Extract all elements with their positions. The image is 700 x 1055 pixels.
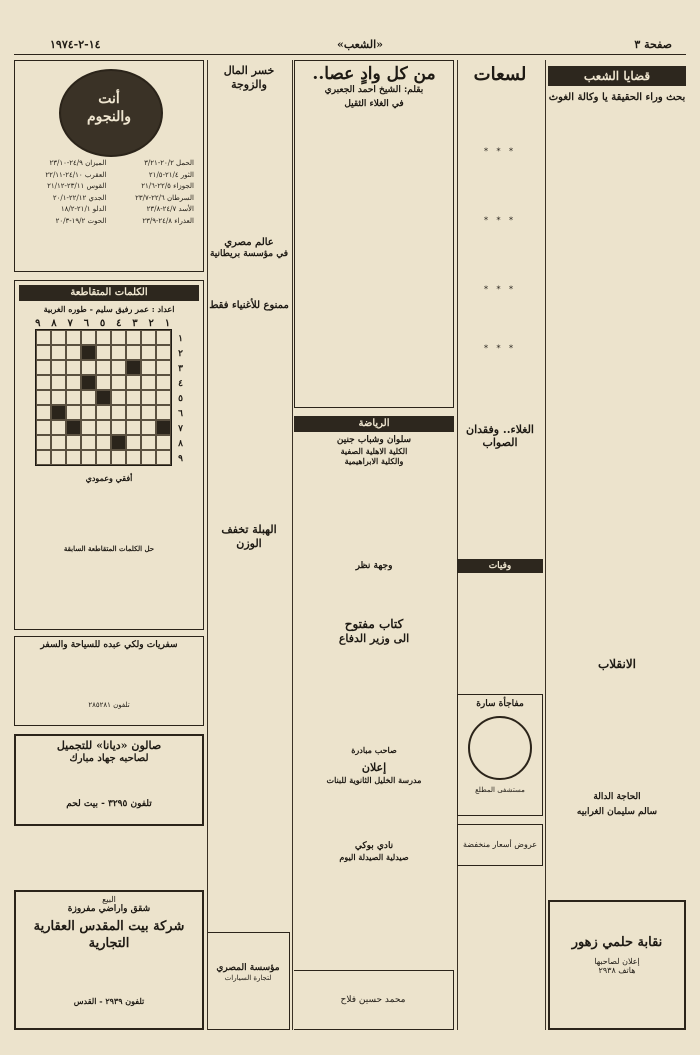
page-number: صفحة ٣ bbox=[634, 38, 672, 51]
book-signature: صاحب مبادرة bbox=[351, 745, 397, 756]
col4-bottom-ad bbox=[208, 932, 290, 1030]
crossword-number: ١ bbox=[178, 334, 183, 344]
announcement-body: مدرسة الخليل الثانوية للبنات bbox=[326, 775, 422, 785]
crossword-cell[interactable] bbox=[51, 345, 66, 360]
crossword-number: ٥ bbox=[99, 318, 106, 329]
crossword-cell[interactable] bbox=[81, 435, 96, 450]
issues-signature: سالم سليمان الغرابيه bbox=[576, 806, 658, 817]
announcement-title: إعلان bbox=[361, 761, 387, 775]
crossword-number: ٧ bbox=[67, 318, 73, 329]
crossword-cell[interactable] bbox=[51, 360, 66, 375]
rise-body bbox=[457, 450, 543, 555]
crossword-number: ٤ bbox=[116, 318, 122, 329]
crossword-cell[interactable] bbox=[66, 390, 81, 405]
crossword-cell[interactable] bbox=[141, 345, 156, 360]
real-estate-sub: شقق واراضي مفروزة bbox=[67, 904, 151, 914]
salon-text bbox=[19, 765, 199, 799]
travel-ad-text bbox=[18, 651, 200, 701]
issue-date: ١٤-٢-١٩٧٤ bbox=[50, 38, 101, 51]
crossword-cell[interactable] bbox=[96, 435, 111, 450]
footer-ad-line: هاتف ٢٩٣٨ bbox=[598, 966, 636, 976]
column-divider bbox=[292, 60, 293, 1030]
separator-stars: * * * bbox=[483, 146, 517, 156]
crossword-black-cell bbox=[111, 435, 126, 450]
zodiac-entry: الميزان ٢٤/٩-٢٣/١٠ bbox=[49, 159, 107, 167]
crossword-cell[interactable] bbox=[96, 420, 111, 435]
book-body bbox=[294, 645, 454, 745]
crossword-box bbox=[14, 280, 204, 630]
crossword-cell[interactable] bbox=[156, 435, 171, 450]
crossword-cell[interactable] bbox=[111, 390, 126, 405]
crossword-cell[interactable] bbox=[126, 405, 141, 420]
crossword-cell[interactable] bbox=[81, 450, 96, 465]
book-headline: كتاب مفتوح bbox=[344, 616, 404, 631]
crossword-cell[interactable] bbox=[111, 405, 126, 420]
masthead bbox=[20, 38, 680, 52]
column-stings bbox=[457, 60, 543, 1030]
crossword-cell[interactable] bbox=[156, 360, 171, 375]
crossword-cell[interactable] bbox=[51, 375, 66, 390]
crossword-cell[interactable] bbox=[141, 390, 156, 405]
pharmacy-title: نادي بوكي bbox=[354, 841, 394, 851]
crossword-cell[interactable] bbox=[141, 375, 156, 390]
separator-stars: * * * bbox=[483, 343, 517, 353]
crossword-cell[interactable] bbox=[96, 345, 111, 360]
separator-stars: * * * bbox=[483, 284, 517, 294]
crossword-number: ٨ bbox=[178, 439, 183, 449]
column-divider bbox=[545, 60, 546, 1030]
pharmacy-sub: صيدلية الصيدلة اليوم bbox=[339, 852, 409, 863]
opinion-byline: بقلم: الشيخ احمد الجعبري bbox=[324, 85, 424, 96]
footer-ad-line: إعلان لصاحبها bbox=[594, 957, 640, 967]
crossword-grid[interactable] bbox=[35, 329, 172, 466]
crossword-number: ١ bbox=[164, 318, 171, 329]
opinion-box bbox=[294, 60, 454, 408]
announcement-text bbox=[294, 785, 454, 841]
crossword-black-cell bbox=[51, 405, 66, 420]
crossword-number: ٣ bbox=[178, 364, 183, 374]
crossword-number: ٧ bbox=[178, 424, 183, 434]
crossword-cell[interactable] bbox=[36, 405, 51, 420]
sports-banner: الرياضة bbox=[294, 416, 454, 432]
crossword-number: ٢ bbox=[148, 318, 154, 329]
crossword-cell[interactable] bbox=[156, 450, 171, 465]
crossword-top-numbers bbox=[35, 318, 170, 329]
stings-title: لسعات bbox=[473, 64, 527, 85]
real-estate-small: البيع bbox=[102, 895, 116, 904]
crossword-cell[interactable] bbox=[126, 450, 141, 465]
news-headline-2: عالم مصري bbox=[224, 236, 274, 248]
salon-sub: لصاحبه جهاد مبارك bbox=[69, 752, 149, 764]
crossword-cell[interactable] bbox=[66, 435, 81, 450]
real-estate-text bbox=[19, 952, 199, 996]
crossword-cell[interactable] bbox=[156, 330, 171, 345]
crossword-cell[interactable] bbox=[66, 330, 81, 345]
crossword-cell[interactable] bbox=[141, 450, 156, 465]
zodiac-entry: الدلو ٢١/١-١٨/٢ bbox=[60, 205, 107, 213]
real-estate-phone: تلفون ٢٩٣٩ - القدس bbox=[73, 995, 145, 1006]
sports-subhead: الكلية الاهلية الصفية bbox=[340, 446, 408, 457]
horoscope-box bbox=[14, 60, 204, 272]
crossword-number: ٤ bbox=[178, 379, 183, 389]
obituary-body bbox=[457, 573, 543, 688]
seal-stamp-icon bbox=[468, 716, 532, 780]
surprise-ad bbox=[457, 694, 543, 816]
crossword-cell[interactable] bbox=[156, 345, 171, 360]
crossword-credit: اعداد : عمر رفيق سليم - طوره الغربية bbox=[43, 304, 175, 314]
issues-body-text-2 bbox=[548, 672, 686, 792]
crossword-side-numbers bbox=[178, 332, 183, 467]
issues-headline: بحث وراء الحقيقة يا وكالة الغوث bbox=[548, 92, 686, 103]
crossword-cell[interactable] bbox=[141, 435, 156, 450]
footer-ad bbox=[548, 900, 686, 1030]
salon-ad bbox=[14, 734, 204, 826]
crossword-black-cell bbox=[156, 420, 171, 435]
crossword-banner: الكلمات المتقاطعة bbox=[19, 285, 199, 301]
crossword-cell[interactable] bbox=[111, 375, 126, 390]
crossword-cell[interactable] bbox=[156, 375, 171, 390]
crossword-number: ٩ bbox=[35, 318, 41, 329]
crossword-number: ٨ bbox=[51, 318, 57, 329]
surprise-ad-sub: مستشفى المطلع bbox=[475, 786, 525, 795]
crossword-cell[interactable] bbox=[96, 360, 111, 375]
crossword-cell[interactable] bbox=[156, 405, 171, 420]
crossword-cell[interactable] bbox=[36, 450, 51, 465]
crossword-cell[interactable] bbox=[126, 375, 141, 390]
crossword-black-cell bbox=[81, 345, 96, 360]
crossword-cell[interactable] bbox=[111, 450, 126, 465]
news-headline-1: خسر المال والزوجة bbox=[223, 64, 275, 91]
column-opinion bbox=[294, 60, 454, 1030]
column-news bbox=[208, 60, 290, 1030]
footer-ad-title: نقابة حلمي زهور bbox=[571, 935, 663, 950]
zodiac-table bbox=[19, 157, 199, 228]
horoscope-title: أنت والنجوم bbox=[86, 91, 132, 125]
crossword-number: ٩ bbox=[178, 454, 183, 464]
news-subhead-2: في مؤسسة بريطانية bbox=[209, 249, 289, 259]
travel-ad-title: سفريات ولكي عبده للسياحة والسفر bbox=[40, 640, 178, 650]
crossword-cell[interactable] bbox=[51, 435, 66, 450]
real-estate-title: شركة بيت المقدس العقارية التجارية bbox=[33, 919, 185, 951]
editor-note-body bbox=[294, 573, 454, 613]
stings-text bbox=[457, 353, 543, 403]
crossword-cell[interactable] bbox=[66, 450, 81, 465]
crossword-cell[interactable] bbox=[51, 420, 66, 435]
crossword-cell[interactable] bbox=[81, 390, 96, 405]
crossword-cell[interactable] bbox=[66, 360, 81, 375]
crossword-black-cell bbox=[66, 420, 81, 435]
crossword-cell[interactable] bbox=[111, 345, 126, 360]
crossword-cell[interactable] bbox=[141, 360, 156, 375]
crossword-cell[interactable] bbox=[36, 375, 51, 390]
zodiac-entry: العقرب ٢٤/١٠-٢٢/١١ bbox=[45, 170, 107, 179]
crossword-cell[interactable] bbox=[126, 390, 141, 405]
opinion-subtitle: في الغلاء الثقيل bbox=[344, 98, 404, 109]
col3-bottom-ad: محمد حسين فلاح bbox=[294, 970, 454, 1030]
zodiac-entry: العذراء ٢٤/٨-٢٣/٩ bbox=[142, 216, 194, 225]
crossword-cell[interactable] bbox=[96, 375, 111, 390]
issues-subhead-1: الانقلاب bbox=[597, 656, 637, 671]
col4-ad-sub: لتجارة السيارات bbox=[224, 974, 272, 983]
crossword-cell[interactable] bbox=[81, 405, 96, 420]
sports-headline: سلوان وشباب جنين bbox=[336, 435, 412, 445]
crossword-solution-title: حل الكلمات المتقاطعة السابقة bbox=[63, 544, 155, 553]
crossword-number: ٦ bbox=[83, 318, 90, 329]
crossword-cell[interactable] bbox=[111, 420, 126, 435]
sports-subhead: والكلية الابراهيمية bbox=[344, 456, 404, 467]
stings-text bbox=[457, 294, 543, 344]
salon-title: صالون «ديانا» للتجميل bbox=[56, 739, 162, 752]
obituary-banner: وفيات bbox=[457, 559, 543, 573]
opinion-body bbox=[298, 112, 450, 372]
crossword-cell[interactable] bbox=[36, 435, 51, 450]
crossword-number: ٦ bbox=[178, 409, 183, 419]
zodiac-entry: السرطان ٢٢/٦-٢٣/٧ bbox=[135, 193, 194, 202]
crossword-cell[interactable] bbox=[126, 435, 141, 450]
rise-headline: الغلاء.. وفقدان الصواب bbox=[466, 422, 534, 450]
issues-subhead-2: الحاجة الدالة bbox=[593, 791, 641, 802]
crossword-cell[interactable] bbox=[156, 390, 171, 405]
crossword-cell[interactable] bbox=[141, 330, 156, 345]
travel-ad bbox=[14, 636, 204, 726]
paper-name: «الشعب» bbox=[336, 38, 384, 51]
crossword-cell[interactable] bbox=[96, 330, 111, 345]
crossword-cell[interactable] bbox=[66, 375, 81, 390]
crossword-cell[interactable] bbox=[66, 345, 81, 360]
news-headline-4: الهبلة تخفف الوزن bbox=[221, 522, 277, 550]
issues-banner: قضايا الشعب bbox=[548, 66, 686, 86]
zodiac-entry: الأسد ٢٤/٧-٢٣/٨ bbox=[146, 205, 194, 213]
zodiac-entry: الجوزاء ٢٢/٥-٢١/٦ bbox=[141, 182, 194, 190]
crossword-cell[interactable] bbox=[126, 345, 141, 360]
column-issues bbox=[548, 60, 686, 1030]
editor-note: وجهة نظر bbox=[355, 561, 393, 572]
crossword-cell[interactable] bbox=[36, 390, 51, 405]
news-body-4 bbox=[208, 550, 290, 800]
issues-body-text bbox=[548, 109, 686, 649]
col2-bottom-ad: عروض أسعار منخفضة bbox=[457, 824, 543, 866]
crossword-black-cell bbox=[96, 390, 111, 405]
crossword-cell[interactable] bbox=[141, 420, 156, 435]
stings-text bbox=[457, 225, 543, 285]
crossword-clues bbox=[19, 483, 199, 545]
crossword-black-cell bbox=[81, 375, 96, 390]
crossword-cell[interactable] bbox=[96, 405, 111, 420]
news-body-3 bbox=[208, 313, 290, 523]
crossword-cell[interactable] bbox=[111, 360, 126, 375]
crossword-cell[interactable] bbox=[126, 330, 141, 345]
real-estate-ad bbox=[14, 890, 204, 1030]
news-body-1 bbox=[208, 92, 290, 237]
crossword-cell[interactable] bbox=[51, 330, 66, 345]
crossword-cell[interactable] bbox=[36, 345, 51, 360]
crossword-black-cell bbox=[126, 360, 141, 375]
stings-text bbox=[457, 87, 543, 147]
crossword-cell[interactable] bbox=[96, 450, 111, 465]
zodiac-entry: الحمل ٢٠/٢-٣/٢١ bbox=[144, 159, 194, 167]
crossword-cell[interactable] bbox=[51, 390, 66, 405]
crossword-cell[interactable] bbox=[81, 420, 96, 435]
crossword-clues-title: أفقي وعمودي bbox=[85, 473, 133, 483]
zodiac-entry: الحوت ١٩/٢-٢٠/٣ bbox=[55, 216, 107, 225]
crossword-number: ٢ bbox=[178, 349, 183, 359]
crossword-number: ٣ bbox=[132, 318, 138, 329]
opinion-title: من كل وادٍ عصا.. bbox=[312, 64, 436, 84]
surprise-ad-title: مفاجأة سارة bbox=[476, 699, 524, 709]
salon-phone: تلفون ٣٢٩٥ - بيت لحم bbox=[66, 799, 152, 810]
travel-ad-phone: تلفون ٢٨٥٢٨١ bbox=[88, 701, 130, 710]
news-headline-3: ممنوع للأغنياء فقط bbox=[209, 300, 289, 312]
column-horoscope bbox=[14, 60, 204, 1030]
crossword-cell[interactable] bbox=[36, 360, 51, 375]
crossword-number: ٥ bbox=[178, 394, 183, 404]
crossword-cell[interactable] bbox=[141, 405, 156, 420]
stings-text bbox=[457, 156, 543, 216]
book-subhead: الى وزير الدفاع bbox=[338, 631, 410, 645]
crossword-cell[interactable] bbox=[81, 360, 96, 375]
crossword-cell[interactable] bbox=[36, 330, 51, 345]
separator-stars: * * * bbox=[483, 215, 517, 225]
crossword-area bbox=[19, 318, 199, 467]
horoscope-emblem bbox=[19, 65, 199, 157]
crossword-cell[interactable] bbox=[126, 420, 141, 435]
zodiac-entry: الجدي ٢٢/١٢-٢٠/١ bbox=[52, 193, 107, 202]
crossword-cell[interactable] bbox=[111, 330, 126, 345]
news-body-2 bbox=[208, 260, 290, 300]
col4-ad-title: مؤسسة المصري bbox=[216, 963, 280, 973]
crossword-cell[interactable] bbox=[66, 405, 81, 420]
zodiac-entry: الثور ٢١/٤-٢١/٥ bbox=[148, 170, 194, 179]
crossword-cell[interactable] bbox=[36, 420, 51, 435]
zodiac-entry: القوس ٢٣/١١-٢١/١٢ bbox=[47, 182, 107, 190]
crossword-cell[interactable] bbox=[51, 450, 66, 465]
crossword-cell[interactable] bbox=[81, 330, 96, 345]
masthead-rule bbox=[14, 54, 686, 55]
crossword-main bbox=[35, 318, 172, 467]
sports-body bbox=[294, 466, 454, 561]
